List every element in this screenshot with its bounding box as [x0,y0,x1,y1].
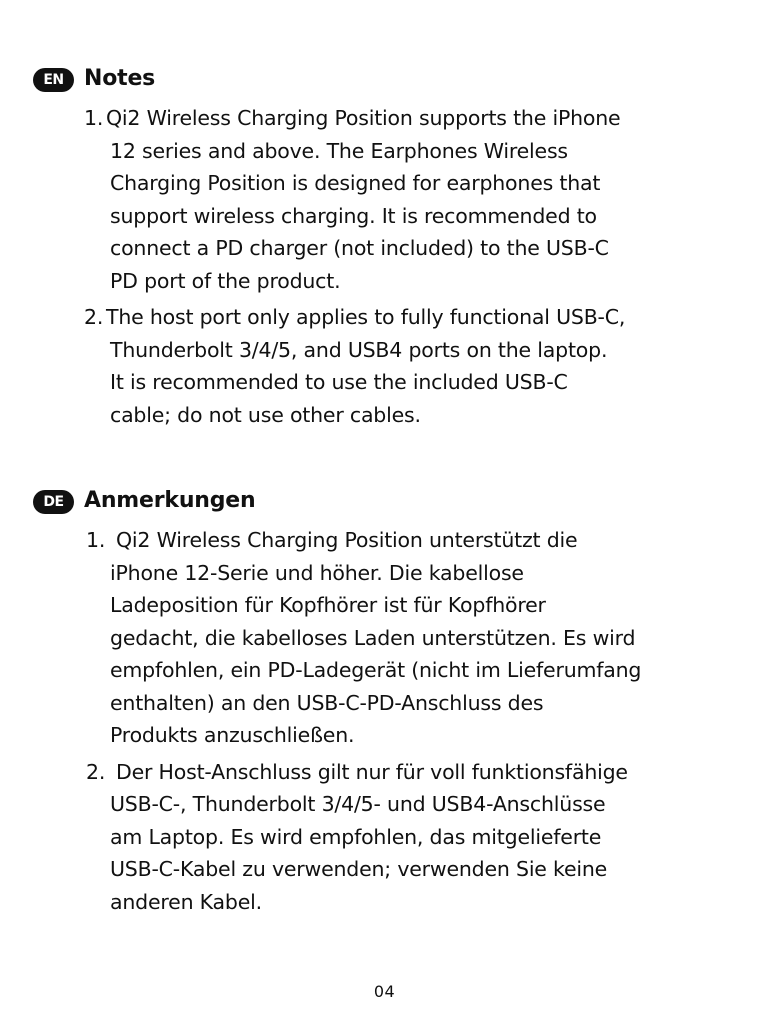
notes-section-de [0,484,769,918]
note-text-line: gedacht, die kabelloses Laden unterstützen. Es wird [110,625,636,650]
note-text-line: USB-C-, Thunderbolt 3/4/5- und USB4-Anschlüsse [110,792,606,816]
note-text-line: anderen Kabel. [110,889,262,914]
section-heading-en [0,62,769,96]
section-title-en: Notes [84,66,156,91]
note-text-line: iPhone 12-Serie und höher. Die kabellose [110,560,524,585]
note-text-line: Charging Position is designed for earphones that [110,171,601,195]
note-item [0,102,720,297]
note-text-line: am Laptop. Es wird empfohlen, das mitgelieferte [110,824,602,849]
page-number: 04 [373,982,396,1001]
language-badge-en: EN [33,68,74,92]
note-text-line: Qi2 Wireless Charging Position supports the iPhone [106,106,621,130]
notes-section-en [0,62,769,431]
notes-list-en [0,102,769,431]
note-text-line: Der Host-Anschluss gilt nur für voll funktionsfähige [116,759,628,784]
note-text-line: 12 series and above. The Earphones Wireless [110,138,568,163]
section-heading-de [0,484,769,518]
note-text-line: USB-C-Kabel zu verwenden; verwenden Sie keine [110,857,608,881]
note-text-line: enthalten) an den USB-C-PD-Anschluss des [110,690,544,715]
note-number: 1. [84,106,104,130]
note-text-line: The host port only applies to fully functional USB-C, [106,305,626,329]
note-number: 1. [86,528,106,552]
note-text-line: empfohlen, ein PD-Ladegerät (nicht im Lieferumfang [110,658,642,682]
note-item [0,524,730,752]
note-text-line: connect a PD charger (not included) to the USB-C [110,236,609,260]
note-text-line: Ladeposition für Kopfhörer ist für Kopfhörer [110,593,546,617]
note-number: 2. [86,759,106,784]
note-text-line: It is recommended to use the included USB-C [110,370,568,394]
note-item [0,301,720,431]
language-badge-de: DE [33,490,74,514]
note-text-line: Produkts anzuschließen. [110,723,355,747]
note-number: 2. [84,305,104,329]
note-text-line: PD port of the product. [110,268,341,293]
note-text-line: cable; do not use other cables. [110,402,421,427]
section-title-de: Anmerkungen [84,488,256,513]
notes-list-de [0,524,769,918]
note-item [0,756,730,919]
note-text-line: support wireless charging. It is recommended to [110,203,597,228]
note-text-line: Thunderbolt 3/4/5, and USB4 ports on the laptop. [110,337,608,362]
note-text-line: Qi2 Wireless Charging Position unterstützt die [116,528,578,552]
